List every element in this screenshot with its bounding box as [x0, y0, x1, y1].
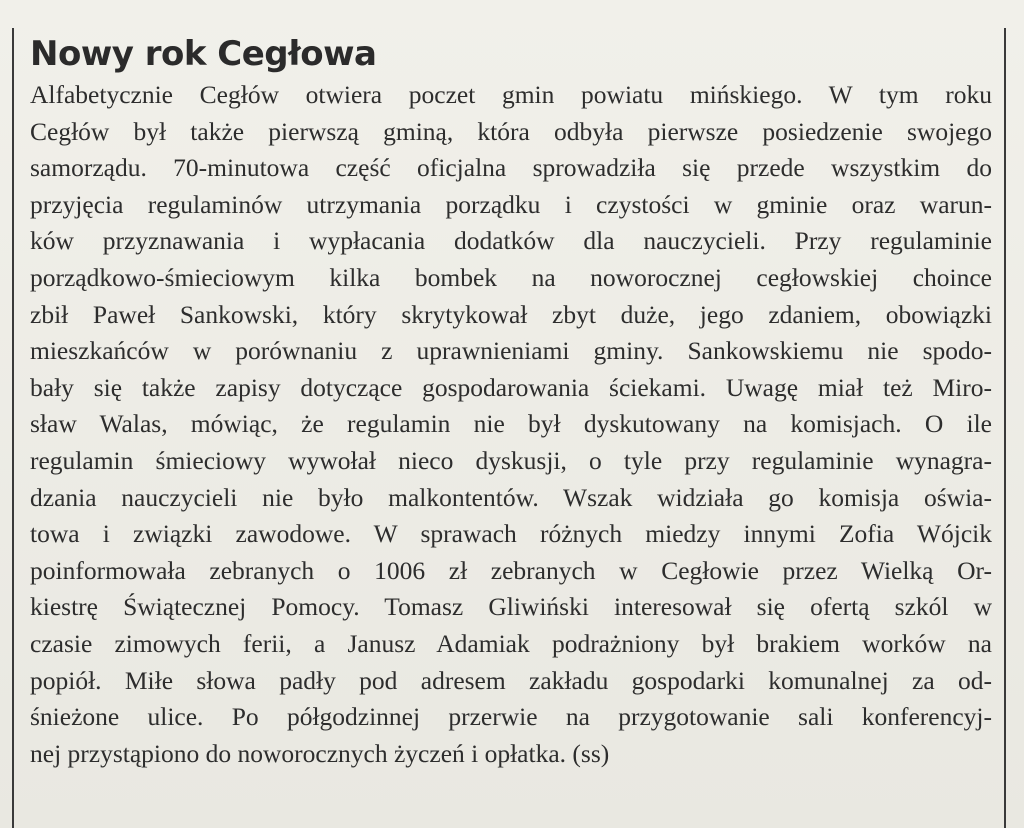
- article-line: porządkowo-śmieciowym kilka bombek na noworocznej cegłowskiej choince: [30, 262, 992, 292]
- article-line: sław Walas, mówiąc, że regulamin nie był dyskutowany na komisjach. O ile: [30, 409, 992, 439]
- article-line: Cegłów był także pierwszą gminą, która odbyła pierwsze posiedzenie swojego: [30, 116, 992, 146]
- article-line: przyjęcia regulaminów utrzymania porządku i czystości w gminie oraz warun-: [30, 189, 992, 219]
- article-line: towa i związki zawodowe. W sprawach różnych miedzy innymi Zofia Wójcik: [30, 519, 992, 549]
- article-title: Nowy rok Cegłowa: [30, 34, 377, 74]
- article-line: mieszkańców w porównaniu z uprawnieniami gminy. Sankowskiemu nie spodo-: [30, 336, 992, 366]
- article-line: kiestrę Świątecznej Pomocy. Tomasz Gliwiński interesował się ofertą szkól w: [30, 592, 992, 622]
- article-line: nej przystąpiono do noworocznych życzeń i opłatka. (ss): [30, 738, 610, 768]
- article-line: Alfabetycznie Cegłów otwiera poczet gmin powiatu mińskiego. W tym roku: [30, 80, 992, 109]
- article-body: [30, 77, 992, 772]
- article-line: śnieżone ulice. Po półgodzinnej przerwie na przygotowanie sali konferencyj-: [30, 702, 992, 732]
- article-line: poinformowała zebranych o 1006 zł zebranych w Cegłowie przez Wielką Or-: [30, 555, 992, 585]
- article-line: bały się także zapisy dotyczące gospodarowania ściekami. Uwagę miał też Miro-: [30, 372, 992, 402]
- article-line: dzania nauczycieli nie było malkontentów. Wszak widziała go komisja oświa-: [30, 482, 992, 512]
- article-line: ków przyznawania i wypłacania dodatków dla nauczycieli. Przy regulaminie: [30, 226, 992, 256]
- article-line: samorządu. 70-minutowa część oficjalna sprowadziła się przede wszystkim do: [30, 153, 992, 183]
- article-line: popiół. Miłe słowa padły pod adresem zakładu gospodarki komunalnej za od-: [30, 665, 992, 695]
- article-line: regulamin śmieciowy wywołał nieco dyskusji, o tyle przy regulaminie wynagra-: [30, 445, 992, 475]
- article-line: zbił Paweł Sankowski, który skrytykował zbyt duże, jego zdaniem, obowiązki: [30, 299, 992, 329]
- article-line: czasie zimowych ferii, a Janusz Adamiak podrażniony był brakiem worków na: [30, 628, 992, 658]
